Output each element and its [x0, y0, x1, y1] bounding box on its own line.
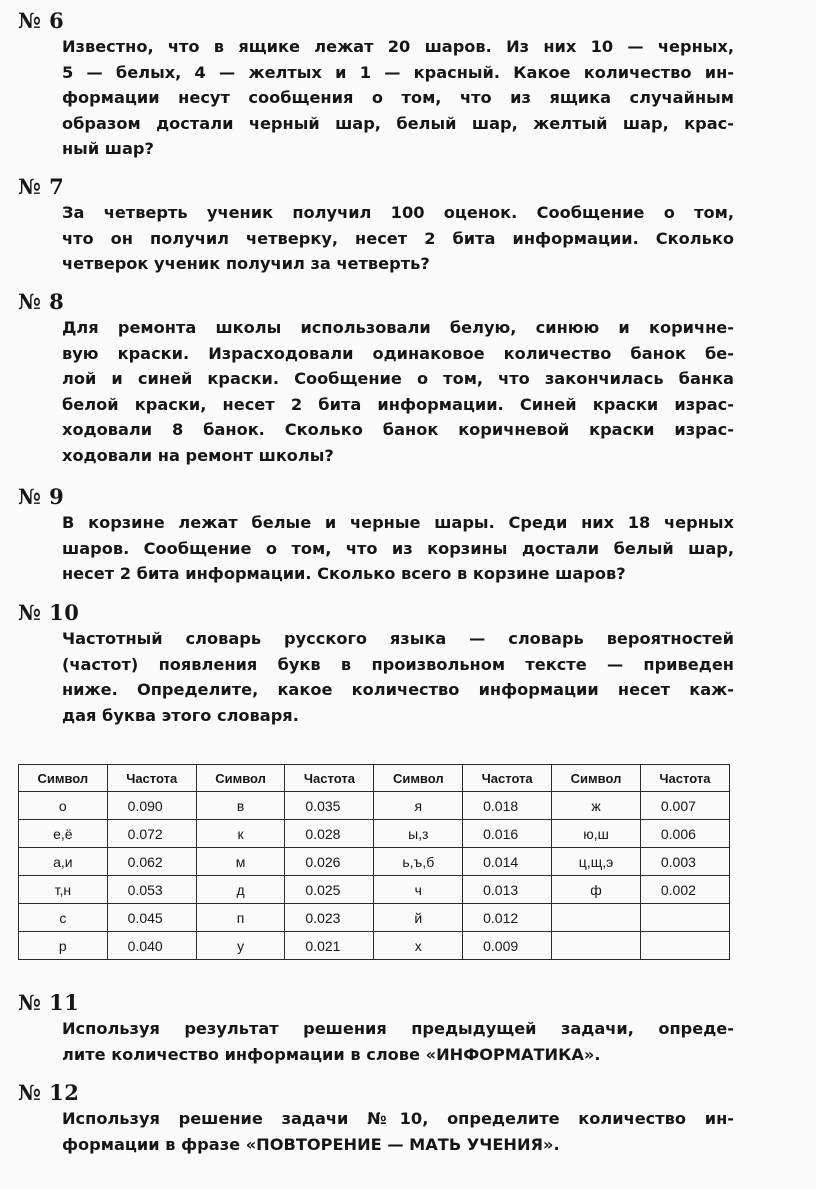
column-header: Частота — [640, 765, 729, 792]
problem-text — [62, 34, 734, 162]
table-header-row — [19, 765, 730, 792]
text-line: ходовали на ремонт школы? — [62, 445, 334, 465]
frequency-cell: 0.026 — [285, 848, 374, 876]
frequency-cell: 0.045 — [107, 904, 196, 932]
column-header: Символ — [374, 765, 463, 792]
text-line: шаров. Сообщение о том, что из корзины достали белый шар, — [62, 538, 734, 558]
symbol-cell: у — [196, 932, 285, 960]
symbol-cell: ж — [552, 792, 641, 820]
frequency-cell: 0.003 — [640, 848, 729, 876]
text-line: ходовали 8 банок. Сколько банок коричневой краски израс- — [62, 420, 734, 439]
symbol-cell: в — [196, 792, 285, 820]
symbol-cell: ь,ъ,б — [374, 848, 463, 876]
table-row — [19, 904, 730, 932]
symbol-cell: к — [196, 820, 285, 848]
symbol-cell: я — [374, 792, 463, 820]
text-line: Используя решение задачи №10, определите количество ин- — [62, 1109, 734, 1128]
symbol-cell: ю,ш — [552, 820, 641, 848]
table-row — [19, 932, 730, 960]
symbol-cell: о — [19, 792, 108, 820]
text-line: (частот) появления букв в произвольном тексте — приведен — [62, 654, 734, 674]
text-line: белой краски, несет 2 бита информации. Синей краски израс- — [62, 394, 734, 414]
symbol-cell: м — [196, 848, 285, 876]
frequency-cell: 0.013 — [463, 876, 552, 904]
problem-number: № 6 — [18, 8, 65, 33]
symbol-cell: д — [196, 876, 285, 904]
column-header: Частота — [463, 765, 552, 792]
text-line: Известно, что в ящике лежат 20 шаров. Из них 10 — черных, — [62, 37, 734, 56]
problem-number: № 10 — [18, 600, 80, 625]
frequency-cell: 0.007 — [640, 792, 729, 820]
symbol-cell: т,н — [19, 876, 108, 904]
frequency-cell: 0.025 — [285, 876, 374, 904]
column-header: Частота — [285, 765, 374, 792]
text-line: образом достали черный шар, белый шар, желтый шар, крас- — [62, 113, 734, 133]
text-line: формации в фразе «ПОВТОРЕНИЕ — МАТЬ УЧЕНИЯ». — [62, 1134, 560, 1154]
text-line: ный шар? — [62, 139, 154, 158]
problem-text — [62, 1106, 734, 1157]
symbol-cell — [552, 904, 641, 932]
frequency-cell: 0.072 — [107, 820, 196, 848]
problem-number: № 9 — [18, 484, 65, 509]
problem-number: № 7 — [18, 174, 65, 199]
symbol-cell: х — [374, 932, 463, 960]
frequency-cell: 0.012 — [463, 904, 552, 932]
frequency-cell: 0.035 — [285, 792, 374, 820]
frequency-cell: 0.090 — [107, 792, 196, 820]
symbol-cell: с — [19, 904, 108, 932]
frequency-cell — [640, 932, 729, 960]
frequency-cell: 0.018 — [463, 792, 552, 820]
text-line: что он получил четверку, несет 2 бита информации. Сколько — [62, 228, 734, 248]
problem-text — [62, 200, 734, 277]
frequency-cell: 0.023 — [285, 904, 374, 932]
text-line: четверок ученик получил за четверть? — [62, 254, 430, 273]
problem-number: № 12 — [18, 1080, 80, 1105]
frequency-cell: 0.016 — [463, 820, 552, 848]
column-header: Символ — [19, 765, 108, 792]
symbol-cell: ч — [374, 876, 463, 904]
table-row — [19, 820, 730, 848]
problem-number: № 11 — [18, 990, 80, 1015]
table-row — [19, 876, 730, 904]
text-line: несет 2 бита информации. Сколько всего в корзине шаров? — [62, 564, 626, 583]
frequency-cell: 0.006 — [640, 820, 729, 848]
symbol-cell: ф — [552, 876, 641, 904]
column-header: Символ — [552, 765, 641, 792]
frequency-cell: 0.028 — [285, 820, 374, 848]
problem-text — [62, 1016, 734, 1067]
text-line: За четверть ученик получил 100 оценок. Сообщение о том, — [62, 203, 734, 222]
frequency-cell — [640, 904, 729, 932]
text-line: дая буква этого словаря. — [62, 705, 299, 725]
problem-text — [62, 315, 734, 468]
frequency-cell: 0.009 — [463, 932, 552, 960]
frequency-cell: 0.053 — [107, 876, 196, 904]
frequency-cell: 0.002 — [640, 876, 729, 904]
text-line: вую краски. Израсходовали одинаковое количество банок бе- — [62, 343, 734, 363]
table-body — [19, 792, 730, 960]
frequency-cell: 0.021 — [285, 932, 374, 960]
symbol-cell: р — [19, 932, 108, 960]
frequency-table — [18, 764, 730, 960]
text-line: 5 — белых, 4 — желтых и 1 — красный. Какое количество ин- — [62, 62, 734, 82]
frequency-cell: 0.014 — [463, 848, 552, 876]
text-line: Для ремонта школы использовали белую, синюю и коричне- — [62, 318, 734, 337]
symbol-cell: п — [196, 904, 285, 932]
symbol-cell: ы,з — [374, 820, 463, 848]
symbol-cell — [552, 932, 641, 960]
column-header: Символ — [196, 765, 285, 792]
symbol-cell: е,ё — [19, 820, 108, 848]
text-line: лите количество информации в слове «ИНФОРМАТИКА». — [62, 1044, 601, 1064]
problem-number: № 8 — [18, 289, 65, 314]
frequency-cell: 0.040 — [107, 932, 196, 960]
text-line: формации несут сообщения о том, что из ящика случайным — [62, 88, 734, 107]
symbol-cell: а,и — [19, 848, 108, 876]
problem-text — [62, 510, 734, 587]
problem-text — [62, 626, 734, 728]
text-line: Используя результат решения предыдущей задачи, опреде- — [62, 1019, 734, 1038]
table-row — [19, 848, 730, 876]
text-line: Частотный словарь русского языка — словарь вероятностей — [62, 629, 734, 648]
text-line: лой и синей краски. Сообщение о том, что закончилась банка — [62, 369, 734, 388]
column-header: Частота — [107, 765, 196, 792]
symbol-cell: ц,щ,э — [552, 848, 641, 876]
text-line: В корзине лежат белые и черные шары. Среди них 18 черных — [62, 513, 734, 532]
table-row — [19, 792, 730, 820]
symbol-cell: й — [374, 904, 463, 932]
text-line: ниже. Определите, какое количество информации несет каж- — [62, 680, 734, 699]
frequency-cell: 0.062 — [107, 848, 196, 876]
